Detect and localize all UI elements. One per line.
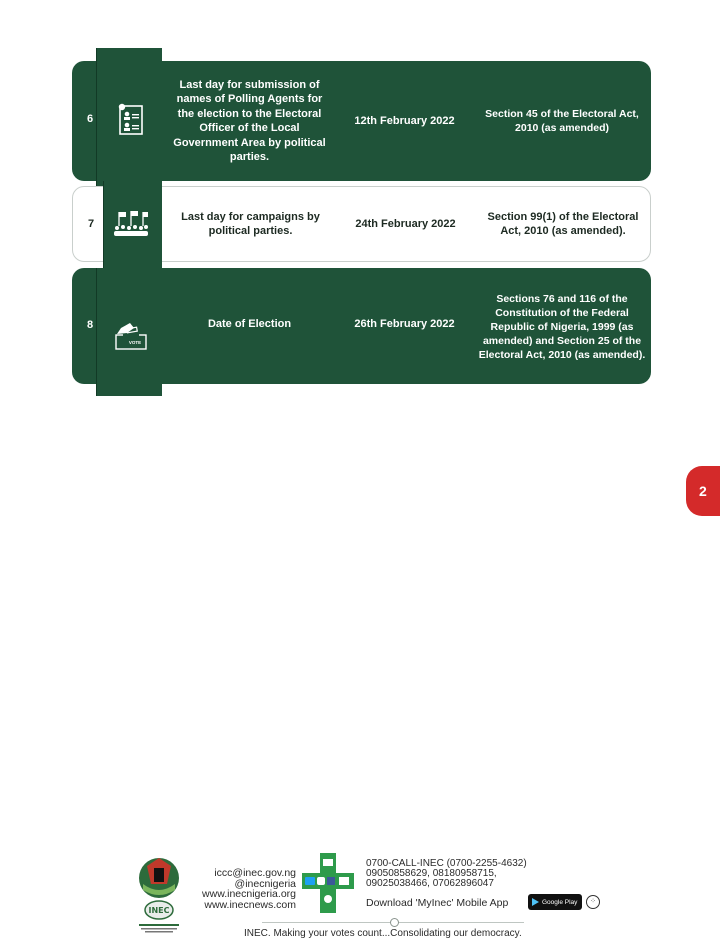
legal-reference: Sections 76 and 116 of the Constitution of the Federal Republic of Nigeria, 1999 (as amended) and Section 25 of the Electoral Act, 2010 (as amended).	[478, 293, 646, 361]
footer-phone-line-2: 09050858629, 08180958715,	[366, 868, 497, 879]
google-play-label: Google Play	[542, 898, 578, 906]
footer-contacts-left	[186, 868, 296, 910]
footer-divider-dot	[390, 918, 399, 927]
footer-slogan: INEC. Making your votes count...Consolidating our democracy.	[244, 928, 522, 939]
row-number: 8	[86, 319, 94, 331]
ballot-box-icon	[113, 316, 149, 352]
footer-handle[interactable]: @inecnigeria	[234, 877, 296, 890]
legal-reference: Section 99(1) of the Electoral Act, 2010 (as amended).	[487, 210, 639, 237]
footer	[0, 850, 720, 943]
row-number: 7	[87, 218, 95, 230]
footer-email[interactable]: iccc@inec.gov.ng	[214, 867, 296, 879]
footer-website-1[interactable]: www.inecnigeria.org	[202, 888, 296, 900]
page-number-tab: 2	[686, 466, 720, 516]
row-number: 6	[86, 113, 94, 125]
inec-logo-text: INEC	[148, 906, 170, 915]
activity-text: Date of Election	[207, 317, 292, 330]
activity-date: 26th February 2022	[354, 317, 455, 330]
activity-date: 12th February 2022	[354, 114, 455, 127]
legal-reference: Section 45 of the Electoral Act, 2010 (as amended)	[485, 108, 639, 134]
footer-phones	[366, 859, 586, 889]
activity-date: 24th February 2022	[355, 217, 456, 230]
candidate-list-icon	[113, 102, 149, 138]
footer-phone-line-3: 09025038466, 07062896047	[366, 878, 494, 889]
blackberry-icon[interactable]: ⁘	[586, 895, 600, 909]
ballot-vote-label: VOTE	[128, 340, 142, 345]
activity-text: Last day for submission of names of Polling Agents for the election to the Electoral Officer of the Local Government Area by political parties.	[173, 78, 326, 163]
google-play-badge[interactable]	[528, 894, 582, 910]
campaign-crowd-icon	[113, 206, 149, 242]
social-cross-icon	[302, 853, 354, 913]
footer-app-text: Download 'MyInec' Mobile App	[366, 897, 509, 909]
google-play-icon	[532, 898, 539, 906]
activity-text: Last day for campaigns by political parties.	[181, 210, 320, 237]
inec-logo-icon	[135, 854, 183, 936]
footer-phone-line-1: 0700-CALL-INEC (0700-2255-4632)	[366, 858, 527, 869]
footer-website-2[interactable]: www.inecnews.com	[204, 898, 296, 911]
